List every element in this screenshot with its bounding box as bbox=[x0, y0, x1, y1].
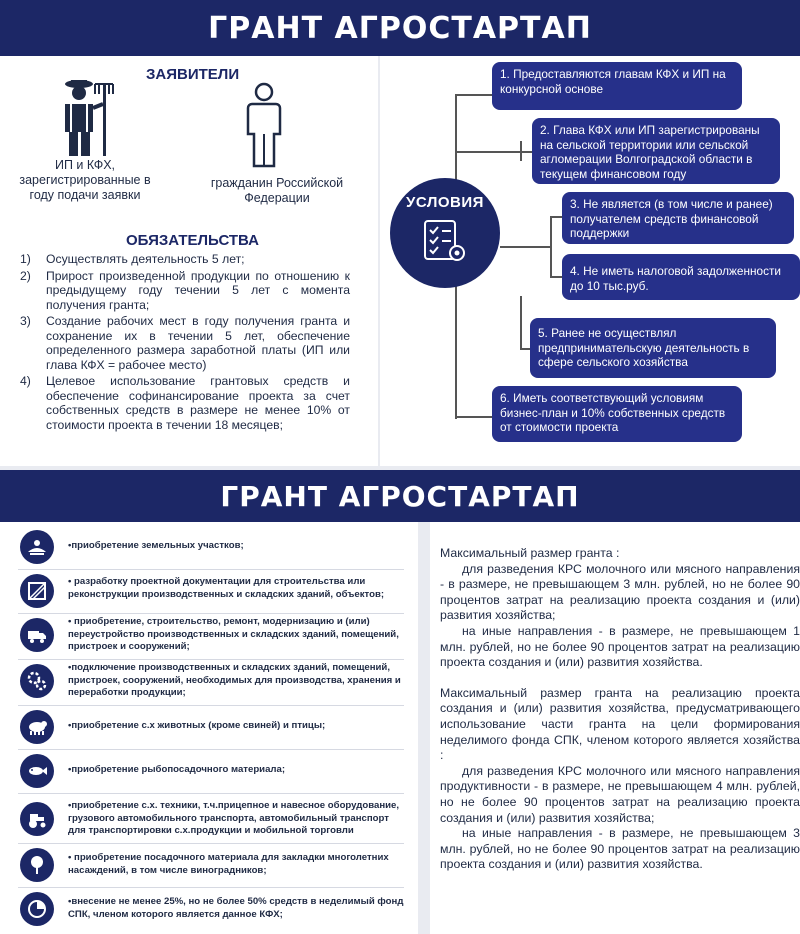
pie-chart-icon bbox=[20, 892, 54, 926]
connector-line bbox=[455, 94, 492, 96]
farmer-icon bbox=[55, 78, 121, 158]
expense-text: •внесение не менее 25%, но не более 50% средств в неделимый фонд СПК, членом которого является данное КФХ; bbox=[68, 896, 404, 920]
tractor-icon bbox=[20, 802, 54, 836]
citizen-icon bbox=[244, 82, 284, 168]
fish-icon bbox=[20, 754, 54, 788]
duties-list bbox=[20, 252, 350, 434]
land-icon bbox=[20, 530, 54, 564]
duty-item: 2) Прирост произведенной продукции по отношению к предыдущему году течении 5 лет с момента получения гранта; bbox=[20, 268, 350, 312]
max-grant-spk-heading: Максимальный размер гранта на реализацию проекта создания и (или) развития хозяйства, предусматривающего использование части гранта на цели формирования неделимого фонда СПК, членом которого является хозяйства : bbox=[440, 685, 800, 763]
conditions-circle bbox=[390, 178, 500, 288]
expense-item bbox=[0, 750, 418, 794]
applicant-citizen-label: гражданин Российской Федерации bbox=[210, 176, 344, 205]
expense-text: •приобретение земельных участков; bbox=[68, 540, 244, 551]
expense-item bbox=[0, 706, 418, 750]
construction-truck-icon bbox=[20, 618, 54, 652]
connector-line bbox=[550, 276, 562, 278]
connector-line bbox=[455, 416, 492, 418]
duties-title: ОБЯЗАТЕЛЬСТВА bbox=[126, 232, 259, 249]
condition-3: 3. Не является (в том числе и ранее) получателем средств финансовой поддержки bbox=[562, 192, 794, 244]
applicants-duties-panel bbox=[0, 56, 378, 466]
expense-item bbox=[0, 570, 418, 614]
max-grant-paragraph: на иные направления - в размере, не превышающем 3 млн. рублей, но не более 90 процентов затрат на реализацию проекта создания и (или) развития хозяйства. bbox=[440, 826, 800, 872]
max-grant-paragraph: для разведения КРС молочного или мясного направления продуктивности - в размере, не превышающем 4 млн. рублей, но не более 90 процентов затрат на реализацию проекта создания и (или) развития хозяйства; bbox=[440, 763, 800, 825]
condition-4: 4. Не иметь налоговой задолженности до 10 тыс.руб. bbox=[562, 254, 800, 300]
conditions-panel bbox=[380, 56, 800, 466]
condition-6: 6. Иметь соответствующий условиям бизнес-план и 10% собственных средств от стоимости проекта bbox=[492, 386, 742, 442]
max-grant-paragraph: на иные направления - в размере, не превышающем 1 млн. рублей, но не более 90 процентов затрат на реализацию проекта создания и (или) развития хозяйства. bbox=[440, 623, 800, 670]
connector-line bbox=[455, 151, 520, 153]
expense-item bbox=[0, 660, 418, 706]
connector-line bbox=[520, 348, 530, 350]
expense-text: •приобретение с.х. техники, т.ч.прицепное и навесное оборудование, грузового автомобильного транспорта, автомобильный транспорт для транспортировки с.х.продукции и мобильной торговли bbox=[68, 800, 400, 836]
expense-item bbox=[0, 526, 418, 570]
expense-text: •приобретение рыбопосадочного материала; bbox=[68, 764, 286, 775]
duty-item: 1) Осуществлять деятельность 5 лет; bbox=[20, 252, 245, 266]
expense-item bbox=[0, 844, 418, 888]
expenses-list bbox=[0, 522, 418, 934]
condition-1: 1. Предоставляются главам КФХ и ИП на конкурсной основе bbox=[492, 62, 742, 110]
expense-text: •приобретение с.х животных (кроме свиней) и птицы; bbox=[68, 720, 326, 731]
max-grant-text bbox=[440, 546, 800, 873]
connector-line bbox=[520, 151, 532, 153]
gears-icon bbox=[20, 664, 54, 698]
duty-item: 3) Создание рабочих мест в году получения гранта и сохранение их в течении 5 лет, обеспечение определенного размера заработной платы (ИП или глава КФХ = рабочее место) bbox=[20, 314, 350, 372]
duty-item: 4) Целевое использование грантовых средств и обеспечение софинансирование проекта за счет собственных средств в размере не менее 10% от стоимости проекта в течении 18 месяцев; bbox=[20, 374, 350, 432]
top-banner-title: ГРАНТ АГРОСТАРТАП bbox=[0, 0, 800, 56]
condition-5: 5. Ранее не осуществлял предпринимательскую деятельность в сфере сельского хозяйства bbox=[530, 318, 776, 378]
max-grant-heading: Максимальный размер гранта : bbox=[440, 546, 620, 560]
blueprint-icon bbox=[20, 574, 54, 608]
max-grant-paragraph: для разведения КРС молочного или мясного направления - в размере, не превышающем 3 млн. рублей, но не более 90 процентов затрат на реализацию проекта создания и (или) развития хозяйства; bbox=[440, 561, 800, 623]
expense-text: •подключение производственных и складских зданий, помещений, пристроек, сооружений, необходимых для производства, хранения и переработки продукции; bbox=[68, 662, 401, 698]
expense-text: • приобретение посадочного материала для закладки многолетних насаждений, в том числе виноградников; bbox=[68, 852, 389, 876]
max-grant-panel bbox=[430, 522, 800, 934]
expense-text: • приобретение, строительство, ремонт, модернизацию и (или) переустройство производственных и складских зданий, помещений, пристроек и сооружений; bbox=[68, 616, 399, 652]
condition-2: 2. Глава КФХ или ИП зарегистрированы на сельской территории или сельской агломерации Волгоградской области в текущем финансовом году bbox=[532, 118, 780, 184]
expense-item bbox=[0, 888, 418, 932]
applicant-entrepreneur-label: ИП и КФХ, зарегистрированные в году подачи заявки bbox=[19, 158, 151, 202]
connector-line bbox=[520, 296, 522, 348]
tree-icon bbox=[20, 848, 54, 882]
bottom-banner-title: ГРАНТ АГРОСТАРТАП bbox=[0, 470, 800, 522]
connector-line bbox=[500, 246, 550, 248]
expense-text: • разработку проектной документации для строительства или реконструкции производственных и складских зданий, объектов; bbox=[68, 576, 385, 600]
expense-item bbox=[0, 614, 418, 660]
conditions-title: УСЛОВИЯ bbox=[406, 194, 484, 211]
connector-line bbox=[550, 216, 552, 276]
applicants-title: ЗАЯВИТЕЛИ bbox=[146, 66, 240, 83]
cow-icon bbox=[20, 710, 54, 744]
checklist-gear-icon bbox=[422, 218, 468, 264]
expense-item bbox=[0, 794, 418, 844]
